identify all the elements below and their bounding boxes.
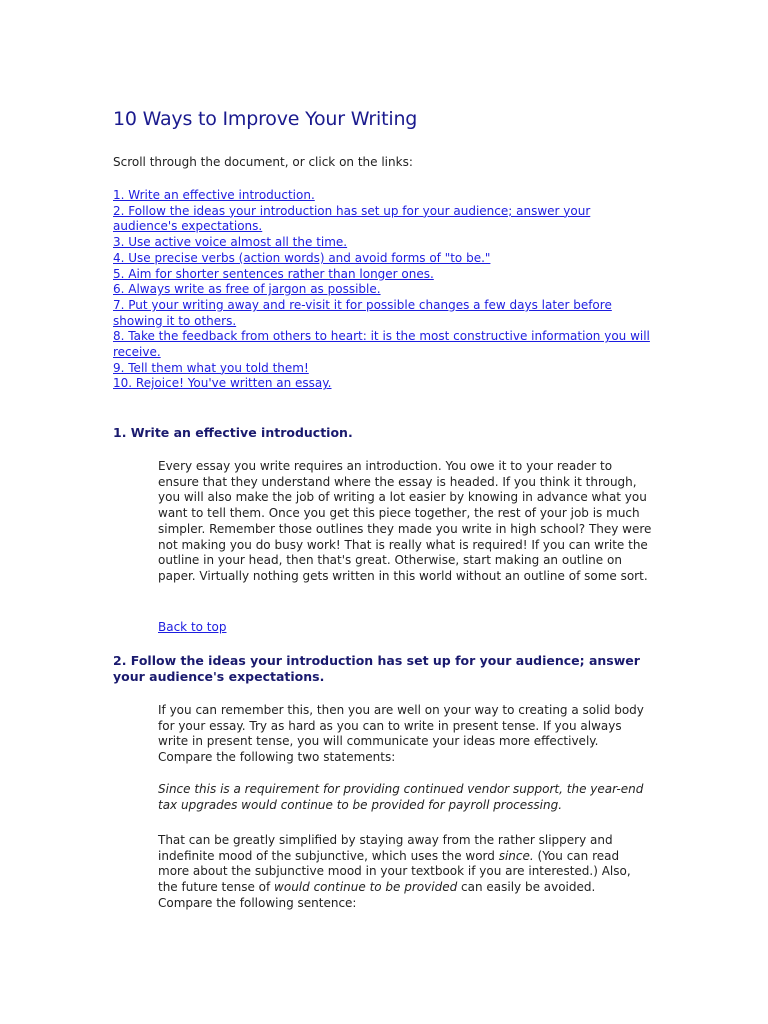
intro-text: Scroll through the document, or click on the links:: [113, 155, 413, 169]
section-2-heading: 2. Follow the ideas your introduction has set up for your audience; answer your audience's expectations.: [113, 653, 640, 684]
paragraph-text: That can be greatly simplified by staying away from the rather slippery and indefinite mood of the subjunctive, which uses the word: [158, 833, 613, 863]
toc-item: [113, 251, 653, 267]
toc-link-3[interactable]: 3. Use active voice almost all the time.: [113, 235, 348, 250]
toc-link-8[interactable]: 8. Take the feedback from others to heart: it is the most constructive information you will receive.: [113, 329, 650, 360]
toc-link-5[interactable]: 5. Aim for shorter sentences rather than longer ones.: [113, 266, 434, 281]
toc-link-9[interactable]: 9. Tell them what you told them!: [113, 360, 309, 375]
toc-link-10[interactable]: 10. Rejoice! You've written an essay.: [113, 376, 332, 391]
section-2-paragraph-1: If you can remember this, then you are well on your way to creating a solid body for your essay. Try as hard as you can to write in present tense. If you always write in present tense, you will communicate your ideas more effectively. Compare the following two statements:: [158, 703, 644, 765]
emphasis-text: since.: [498, 848, 534, 863]
section-1-heading: 1. Write an effective introduction.: [113, 425, 353, 440]
back-to-top-link[interactable]: Back to top: [158, 620, 227, 634]
toc-item: [113, 204, 653, 235]
toc-link-4[interactable]: 4. Use precise verbs (action words) and avoid forms of "to be.": [113, 250, 491, 265]
toc-item: [113, 235, 653, 251]
toc-link-7[interactable]: 7. Put your writing away and re-visit it for possible changes a few days later before showing it to others.: [113, 297, 612, 328]
paragraph-text: (You can read more about the subjunctive mood in your textbook if you are interested.) Also, the future tense of: [158, 848, 631, 895]
section-2-example: [158, 782, 653, 813]
toc-item: [113, 188, 653, 204]
example-statement: Since this is a requirement for providing continued vendor support, the year-end tax upgrades would continue to be provided for payroll processing.: [158, 782, 644, 812]
toc-item: [113, 361, 653, 377]
section-2-body: [158, 703, 653, 766]
section-2-body-continued: [158, 833, 653, 912]
toc-item: [113, 267, 653, 283]
paragraph-text: can easily be avoided. Compare the following sentence:: [158, 880, 596, 910]
document-title: 10 Ways to Improve Your Writing: [113, 108, 418, 130]
toc-link-6[interactable]: 6. Always write as free of jargon as possible.: [113, 282, 381, 297]
toc-item: [113, 329, 653, 360]
toc-item: [113, 376, 653, 392]
emphasis-text: would continue to be provided: [274, 880, 458, 895]
toc-link-1[interactable]: 1. Write an effective introduction.: [113, 188, 315, 202]
section-2-paragraph-3: [158, 833, 653, 912]
toc-item: [113, 298, 653, 329]
section-1-body: [158, 459, 653, 585]
toc-item: [113, 282, 653, 298]
table-of-contents: [113, 188, 653, 392]
toc-link-2[interactable]: 2. Follow the ideas your introduction has set up for your audience; answer your audience's expectations.: [113, 203, 591, 234]
section-1-paragraph: Every essay you write requires an introduction. You owe it to your reader to ensure that they understand where the essay is headed. If you think it through, you will also make the job of writing a lot easier by knowing in advance what you want to tell them. Once you get this piece together, the rest of your job is much simpler. Remember those outlines they made you write in high school? They were not making you do busy work! That is really what is required! If you can write the outline in your head, then that's great. Otherwise, start making an outline on paper. Virtually nothing gets written in this world without an outline of some sort.: [158, 459, 652, 583]
